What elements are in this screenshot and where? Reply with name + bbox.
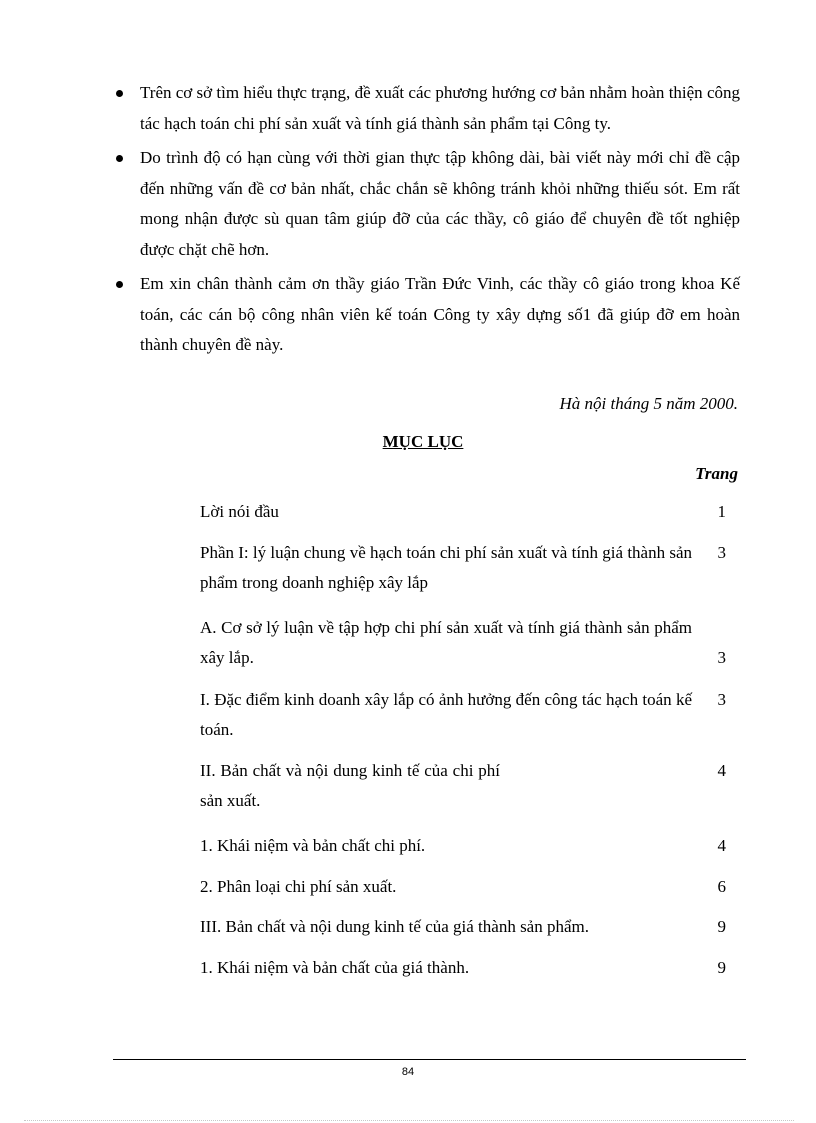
- bullet-dot-icon: [116, 155, 123, 162]
- toc-entry-text: 1. Khái niệm và bản chất của giá thành.: [200, 958, 470, 977]
- toc-entry-page: 1: [717, 502, 726, 521]
- toc-entry-page: 6: [717, 877, 726, 896]
- toc-entry-text: II. Bản chất và nội dung kinh tế của chi phí sản xuất.: [200, 761, 500, 810]
- toc-entry-text: I. Đặc điểm kinh doanh xây lắp có ảnh hưởng đến công tác hạch toán kế toán.: [200, 690, 692, 739]
- toc-entry-text: A. Cơ sở lý luận về tập hợp chi phí sản xuất và tính giá thành sản phẩm xây lắp.: [200, 618, 692, 667]
- bullet-list: [114, 78, 740, 365]
- toc-entry-page: 9: [717, 958, 726, 977]
- bullet-item: [114, 269, 740, 361]
- bullet-item: [114, 143, 740, 265]
- toc-title: MỤC LỤC: [382, 432, 464, 451]
- toc-entry-page: 3: [717, 648, 726, 667]
- toc-entry-page: 3: [717, 543, 726, 562]
- bullet-dot-icon: [116, 281, 123, 288]
- toc-entry-page: 3: [717, 690, 726, 709]
- toc-entry-text: III. Bản chất và nội dung kinh tế của giá thành sản phẩm.: [200, 917, 589, 936]
- toc-entry-text: 1. Khái niệm và bản chất chi phí.: [200, 836, 426, 855]
- toc-entry-text: 2. Phân loại chi phí sản xuất.: [200, 877, 397, 896]
- toc-entry-text: Phần I: lý luận chung về hạch toán chi phí sản xuất và tính giá thành sản phẩm trong doanh nghiệp xây lắp: [200, 543, 692, 592]
- bullet-item: [114, 78, 740, 139]
- toc-entry-page: 4: [717, 761, 726, 780]
- date-signature: Hà nội tháng 5 năm 2000.: [559, 394, 738, 413]
- bullet-text: Trên cơ sở tìm hiểu thực trạng, đề xuất các phương hướng cơ bản nhằm hoàn thiện công tác hạch toán chi phí sản xuất và tính giá thành sản phẩm tại Công ty.: [140, 83, 740, 133]
- toc-entry-page: 9: [717, 917, 726, 936]
- toc-entry-text: Lời nói đầu: [200, 502, 279, 521]
- bullet-text: Em xin chân thành cảm ơn thầy giáo Trần Đức Vinh, các thầy cô giáo trong khoa Kế toán, các cán bộ công nhân viên kế toán Công ty xây dựng số1 đã giúp đỡ em hoàn thành chuyên đề này.: [140, 274, 740, 354]
- toc-page-heading: Trang: [695, 464, 738, 483]
- footer-divider: [113, 1059, 746, 1060]
- toc-entry-page: 4: [717, 836, 726, 855]
- bullet-text: Do trình độ có hạn cùng với thời gian thực tập không dài, bài viết này mới chỉ đề cập đến những vấn đề cơ bản nhất, chắc chắn sẽ không tránh khỏi những thiếu sót. Em rất mong nhận được sù quan tâm giúp đỡ của các thầy, cô giáo để chuyên đề tốt nghiệp được chặt chẽ hơn.: [140, 148, 740, 259]
- page-edge-divider: [24, 1120, 794, 1121]
- footer-page-number: 84: [401, 1066, 415, 1078]
- bullet-dot-icon: [116, 90, 123, 97]
